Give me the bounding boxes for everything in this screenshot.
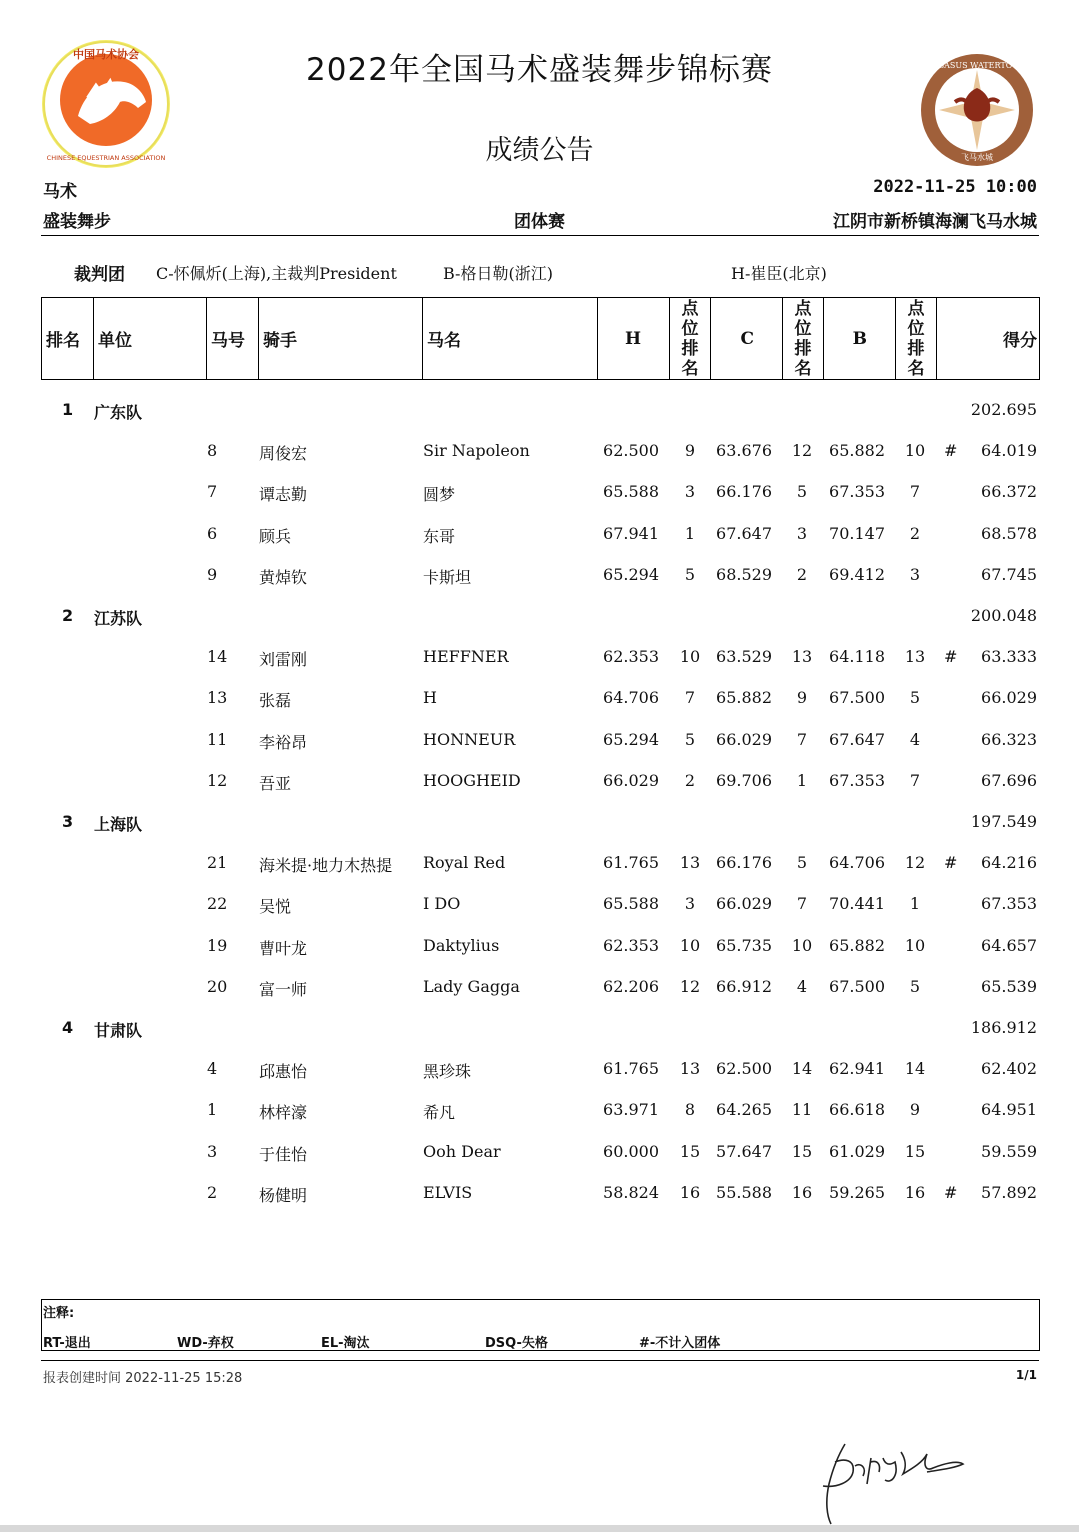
rider-name: 张磊 (259, 691, 292, 710)
score-h: 63.971 (603, 1100, 659, 1119)
rider-name: 顾兵 (259, 527, 292, 546)
cea-logo-bottom-text: CHINESE EQUESTRIAN ASSOCIATION (46, 154, 166, 162)
bottom-strip (0, 1525, 1079, 1532)
final-score: 57.892 (981, 1183, 1037, 1202)
rider-row (0, 1142, 1079, 1166)
rider-row (0, 894, 1079, 918)
horse-name: H (423, 688, 437, 707)
place-c: 11 (791, 1100, 813, 1119)
col-rank: 排名 (42, 298, 94, 380)
event-datetime: 2022-11-25 10:00 (873, 177, 1037, 197)
horse-number: 21 (207, 853, 228, 872)
score-h: 67.941 (603, 524, 659, 543)
score-b: 67.500 (829, 688, 885, 707)
rider-name: 谭志勤 (259, 485, 308, 504)
place-c: 9 (796, 688, 808, 707)
event-type: 团体赛 (514, 212, 565, 232)
score-c: 63.676 (716, 441, 772, 460)
rider-row (0, 771, 1079, 795)
col-h: H (598, 298, 670, 380)
score-c: 67.647 (716, 524, 772, 543)
place-c: 4 (796, 977, 808, 996)
place-b: 12 (904, 853, 926, 872)
place-c: 5 (796, 482, 808, 501)
rider-name: 吾亚 (259, 774, 292, 793)
team-name: 甘肃队 (94, 1021, 143, 1040)
team-rank: 2 (62, 606, 74, 625)
page-number: 1/1 (1015, 1368, 1037, 1382)
place-b: 16 (904, 1183, 926, 1202)
score-c: 66.029 (716, 730, 772, 749)
notes-label: 注释: (43, 1306, 75, 1321)
final-score: 68.578 (981, 524, 1037, 543)
horse-name: HOOGHEID (423, 771, 521, 790)
score-c: 66.176 (716, 482, 772, 501)
rider-row (0, 524, 1079, 548)
excluded-mark: # (944, 853, 958, 872)
note-dsq: DSQ-失格 (485, 1336, 548, 1351)
place-c: 13 (791, 647, 813, 666)
horse-number: 20 (207, 977, 228, 996)
horse-name: Sir Napoleon (423, 441, 530, 460)
team-total: 202.695 (970, 400, 1037, 419)
judge-b: B-格日勒(浙江) (443, 264, 553, 283)
note-wd: WD-弃权 (177, 1336, 234, 1351)
col-rider: 骑手 (259, 298, 423, 380)
place-c: 1 (796, 771, 808, 790)
rider-name: 杨健明 (259, 1186, 308, 1205)
score-c: 63.529 (716, 647, 772, 666)
col-score: 得分 (937, 298, 1040, 380)
horse-name: HONNEUR (423, 730, 516, 749)
score-b: 64.706 (829, 853, 885, 872)
score-h: 66.029 (603, 771, 659, 790)
score-c: 65.735 (716, 936, 772, 955)
venue: 江阴市新桥镇海澜飞马水城 (833, 212, 1037, 232)
discipline-label: 盛装舞步 (43, 212, 111, 232)
rider-name: 林梓濠 (259, 1103, 308, 1122)
rider-row (0, 1059, 1079, 1083)
team-total: 197.549 (970, 812, 1037, 831)
score-b: 67.500 (829, 977, 885, 996)
score-c: 57.647 (716, 1142, 772, 1161)
rider-row (0, 1183, 1079, 1207)
horse-number: 14 (207, 647, 228, 666)
rider-row (0, 853, 1079, 877)
final-score: 64.216 (981, 853, 1037, 872)
horse-name: Lady Gagga (423, 977, 520, 996)
score-c: 66.029 (716, 894, 772, 913)
rider-row (0, 565, 1079, 589)
place-h: 5 (684, 730, 696, 749)
horse-name: 黑珍珠 (423, 1062, 472, 1081)
horse-number: 8 (207, 441, 218, 460)
results-table-header (41, 297, 1040, 380)
judge-h: H-崔臣(北京) (731, 264, 827, 283)
team-rank: 4 (62, 1018, 74, 1037)
rider-name: 周俊宏 (259, 444, 308, 463)
final-score: 59.559 (981, 1142, 1037, 1161)
place-b: 14 (904, 1059, 926, 1078)
horse-name: I DO (423, 894, 461, 913)
place-c: 12 (791, 441, 813, 460)
horse-name: Royal Red (423, 853, 506, 872)
horse-number: 22 (207, 894, 228, 913)
place-b: 10 (904, 441, 926, 460)
rider-name: 吴悦 (259, 897, 292, 916)
place-h: 15 (679, 1142, 701, 1161)
place-h: 13 (679, 1059, 701, 1078)
place-b: 9 (909, 1100, 921, 1119)
final-score: 63.333 (981, 647, 1037, 666)
rider-name: 于佳怡 (259, 1145, 308, 1164)
score-b: 64.118 (829, 647, 885, 666)
team-row (0, 812, 1079, 836)
score-b: 59.265 (829, 1183, 885, 1202)
place-h: 13 (679, 853, 701, 872)
final-score: 67.696 (981, 771, 1037, 790)
place-b: 1 (909, 894, 921, 913)
score-h: 58.824 (603, 1183, 659, 1202)
footer-divider (41, 1360, 1039, 1361)
team-name: 上海队 (94, 815, 143, 834)
place-h: 2 (684, 771, 696, 790)
score-h: 62.500 (603, 441, 659, 460)
rider-name: 李裕昂 (259, 733, 308, 752)
team-rank: 3 (62, 812, 74, 831)
rider-name: 刘雷刚 (259, 650, 308, 669)
place-h: 3 (684, 482, 696, 501)
score-h: 61.765 (603, 853, 659, 872)
place-c: 15 (791, 1142, 813, 1161)
score-c: 68.529 (716, 565, 772, 584)
score-b: 65.882 (829, 441, 885, 460)
final-score: 65.539 (981, 977, 1037, 996)
team-name: 江苏队 (94, 609, 143, 628)
score-c: 62.500 (716, 1059, 772, 1078)
final-score: 64.019 (981, 441, 1037, 460)
score-c: 66.912 (716, 977, 772, 996)
final-score: 66.372 (981, 482, 1037, 501)
score-h: 65.294 (603, 565, 659, 584)
score-b: 65.882 (829, 936, 885, 955)
final-score: 64.951 (981, 1100, 1037, 1119)
score-h: 65.588 (603, 894, 659, 913)
report-created: 报表创建时间 2022-11-25 15:28 (43, 1371, 243, 1386)
score-h: 65.294 (603, 730, 659, 749)
horse-number: 6 (207, 524, 218, 543)
horse-number: 9 (207, 565, 218, 584)
horse-name: 卡斯坦 (423, 568, 472, 587)
place-c: 10 (791, 936, 813, 955)
rider-name: 富一师 (259, 980, 308, 999)
col-b-place: 点位排名 (896, 298, 937, 380)
col-unit: 单位 (94, 298, 207, 380)
place-b: 5 (909, 977, 921, 996)
place-h: 10 (679, 647, 701, 666)
cea-logo-top-text: 中国马术协会 (73, 48, 139, 61)
score-h: 60.000 (603, 1142, 659, 1161)
excluded-mark: # (944, 647, 958, 666)
rider-row (0, 936, 1079, 960)
team-row (0, 606, 1079, 630)
horse-name: HEFFNER (423, 647, 509, 666)
place-c: 5 (796, 853, 808, 872)
judges-label: 裁判团 (74, 265, 125, 285)
team-name: 广东队 (94, 403, 143, 422)
score-b: 62.941 (829, 1059, 885, 1078)
place-c: 14 (791, 1059, 813, 1078)
page-subtitle: 成绩公告 (485, 135, 594, 166)
excluded-mark: # (944, 1183, 958, 1202)
col-b: B (824, 298, 896, 380)
horse-name: ELVIS (423, 1183, 473, 1202)
excluded-mark: # (944, 441, 958, 460)
score-b: 67.353 (829, 771, 885, 790)
final-score: 62.402 (981, 1059, 1037, 1078)
score-h: 62.353 (603, 647, 659, 666)
col-c: C (711, 298, 783, 380)
place-c: 3 (796, 524, 808, 543)
note-rt: RT-退出 (43, 1336, 91, 1351)
place-h: 7 (684, 688, 696, 707)
horse-number: 19 (207, 936, 228, 955)
team-row (0, 1018, 1079, 1042)
place-b: 15 (904, 1142, 926, 1161)
pegasus-logo-top-text: PEGASUS WATERTOWN (926, 61, 1028, 70)
score-h: 61.765 (603, 1059, 659, 1078)
place-b: 13 (904, 647, 926, 666)
horse-number: 13 (207, 688, 228, 707)
final-score: 67.353 (981, 894, 1037, 913)
score-c: 55.588 (716, 1183, 772, 1202)
rider-name: 海米提·地力木热提 (259, 856, 393, 875)
rider-row (0, 688, 1079, 712)
place-c: 7 (796, 730, 808, 749)
place-b: 7 (909, 482, 921, 501)
rider-row (0, 647, 1079, 671)
horse-name: 希凡 (423, 1103, 456, 1122)
place-c: 2 (796, 565, 808, 584)
note-el: EL-淘汰 (321, 1336, 370, 1351)
header-divider (41, 235, 1039, 236)
score-c: 64.265 (716, 1100, 772, 1119)
team-row (0, 400, 1079, 424)
horse-number: 11 (207, 730, 228, 749)
horse-name: 东哥 (423, 527, 456, 546)
rider-row (0, 482, 1079, 506)
signature (815, 1432, 970, 1527)
place-c: 7 (796, 894, 808, 913)
team-rank: 1 (62, 400, 74, 419)
page-title: 2022年全国马术盛装舞步锦标赛 (306, 52, 773, 88)
horse-name: Daktylius (423, 936, 500, 955)
place-h: 12 (679, 977, 701, 996)
notes-box (41, 1299, 1040, 1351)
col-horse-no: 马号 (207, 298, 259, 380)
rider-row (0, 1100, 1079, 1124)
place-b: 2 (909, 524, 921, 543)
score-b: 66.618 (829, 1100, 885, 1119)
col-h-place: 点位排名 (670, 298, 711, 380)
place-c: 16 (791, 1183, 813, 1202)
horse-number: 12 (207, 771, 228, 790)
rider-row (0, 977, 1079, 1001)
score-b: 70.147 (829, 524, 885, 543)
score-b: 67.647 (829, 730, 885, 749)
col-horse: 马名 (423, 298, 598, 380)
horse-number: 1 (207, 1100, 218, 1119)
place-b: 3 (909, 565, 921, 584)
note-hash: #-不计入团体 (639, 1336, 721, 1351)
horse-number: 3 (207, 1142, 218, 1161)
sport-label: 马术 (43, 182, 77, 202)
place-h: 3 (684, 894, 696, 913)
rider-name: 邱惠怡 (259, 1062, 308, 1081)
rider-name: 黄焯钦 (259, 568, 308, 587)
final-score: 64.657 (981, 936, 1037, 955)
rider-row (0, 730, 1079, 754)
score-b: 69.412 (829, 565, 885, 584)
horse-name: Ooh Dear (423, 1142, 501, 1161)
horse-number: 7 (207, 482, 218, 501)
place-h: 1 (684, 524, 696, 543)
score-c: 66.176 (716, 853, 772, 872)
horse-number: 2 (207, 1183, 218, 1202)
score-h: 62.353 (603, 936, 659, 955)
final-score: 66.323 (981, 730, 1037, 749)
place-b: 5 (909, 688, 921, 707)
place-b: 4 (909, 730, 921, 749)
horse-name: 圆梦 (423, 485, 456, 504)
place-h: 5 (684, 565, 696, 584)
rider-row (0, 441, 1079, 465)
score-c: 69.706 (716, 771, 772, 790)
score-c: 65.882 (716, 688, 772, 707)
score-h: 65.588 (603, 482, 659, 501)
score-h: 64.706 (603, 688, 659, 707)
score-b: 70.441 (829, 894, 885, 913)
score-h: 62.206 (603, 977, 659, 996)
place-h: 10 (679, 936, 701, 955)
place-b: 10 (904, 936, 926, 955)
horse-number: 4 (207, 1059, 218, 1078)
team-total: 200.048 (970, 606, 1037, 625)
place-h: 16 (679, 1183, 701, 1202)
judge-c: C-怀佩炘(上海),主裁判President (156, 264, 397, 283)
rider-name: 曹叶龙 (259, 939, 308, 958)
team-total: 186.912 (970, 1018, 1037, 1037)
col-c-place: 点位排名 (783, 298, 824, 380)
score-b: 61.029 (829, 1142, 885, 1161)
place-h: 9 (684, 441, 696, 460)
pegasus-logo-bottom-text: 飞马水城 (961, 153, 993, 162)
final-score: 67.745 (981, 565, 1037, 584)
final-score: 66.029 (981, 688, 1037, 707)
place-b: 7 (909, 771, 921, 790)
score-b: 67.353 (829, 482, 885, 501)
place-h: 8 (684, 1100, 696, 1119)
